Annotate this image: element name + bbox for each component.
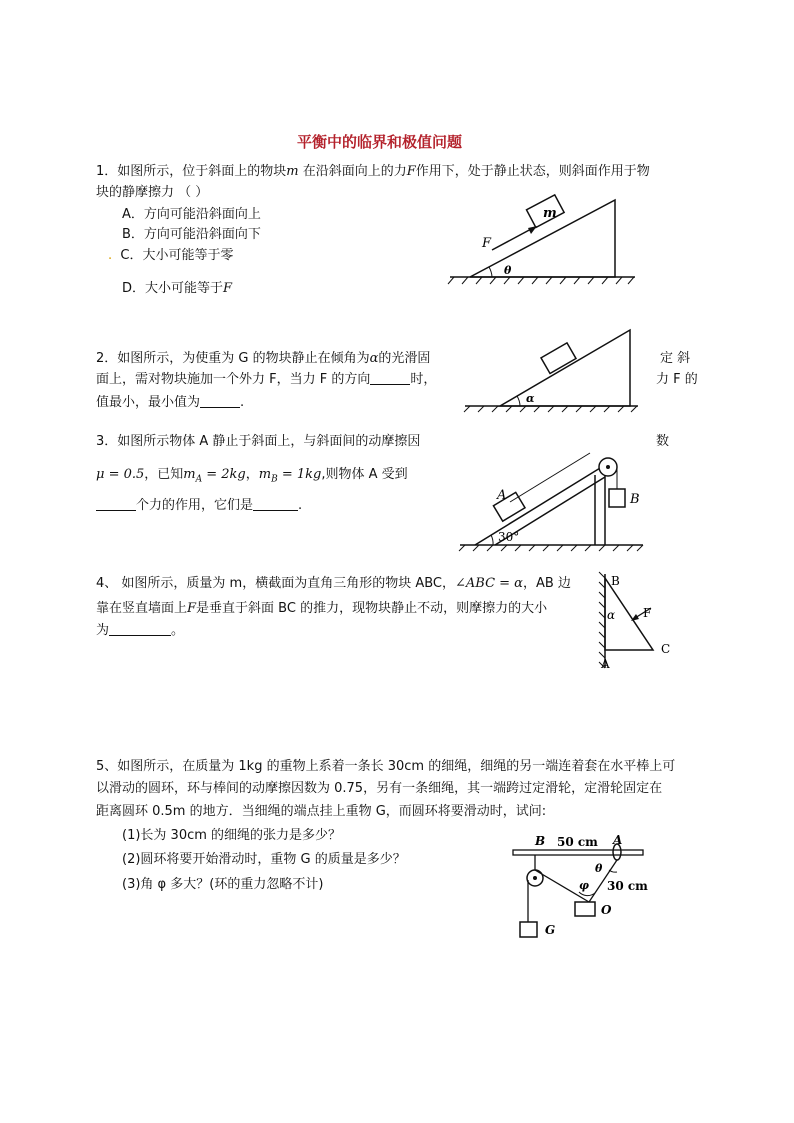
- q4-stem-line3: 为 。: [96, 623, 185, 638]
- q4-fig-B-label: B: [611, 574, 620, 588]
- q1-fig-F-label: F: [482, 236, 492, 251]
- q1-fig-theta-label: θ: [504, 264, 512, 277]
- q3-stem-line1: 3．如图所示物体 A 静止于斜面上，与斜面间的动摩擦因: [96, 434, 421, 449]
- q2-stem-line3: 值最小，最小值为 .: [96, 395, 245, 410]
- q3-fig-B-label: B: [630, 492, 640, 507]
- q4-stem-line1: 4、 如图所示，质量为 m，横截面为直角三角形的物块 ABC，∠ABC = α，AB 边: [96, 576, 571, 591]
- q5-fig-theta-label: θ: [595, 862, 603, 875]
- q5-fig-O-label: O: [601, 903, 612, 917]
- q5-fig-G-label: G: [545, 923, 556, 937]
- q1-option-d: D．大小可能等于F: [122, 281, 233, 296]
- q5-fig-A-label: A: [613, 833, 623, 847]
- q3-stem-line1-right: 数: [656, 434, 670, 449]
- q4-fig-alpha-label: α: [607, 608, 616, 622]
- q4-answer-blank: [109, 621, 171, 636]
- q5-subquestion-1: (1)长为 30cm 的细绳的张力是多少？: [122, 828, 342, 843]
- q1-incline-figure: [440, 190, 640, 290]
- q1-option-b: B．方向可能沿斜面向下: [122, 227, 261, 242]
- q5-stem-line2: 以滑动的圆环，环与棒间的动摩擦因数为 0.75，另有一条细绳，其一端跨过定滑轮，定滑轮固定在: [96, 781, 663, 796]
- q4-wall-triangle-figure: [585, 570, 685, 675]
- q4-stem-line2: 靠在竖直墙面上F是垂直于斜面 BC 的推力，现物块静止不动，则摩擦力的大小: [96, 601, 548, 616]
- q3-pulley-figure: [455, 445, 645, 555]
- q1-stem-line1: 1．如图所示，位于斜面上的物块m 在沿斜面向上的力F作用下，处于静止状态，则斜面作用于物: [96, 164, 650, 179]
- q4-fig-A-label: A: [601, 657, 610, 671]
- q5-ring-pulley-figure: [505, 830, 655, 945]
- q5-fig-phi-label: φ: [579, 879, 589, 892]
- q2-incline-figure: [460, 325, 640, 415]
- q2-answer-blank-2: [200, 393, 240, 408]
- q1-option-c: . C．大小可能等于零: [108, 248, 234, 263]
- q5-fig-distance-label: 50 cm: [557, 835, 598, 849]
- q2-stem-line1: 2．如图所示，为使重为 G 的物块静止在倾角为α的光滑固: [96, 351, 431, 366]
- q2-stem-line1-right: 定 斜: [660, 351, 691, 366]
- q2-fig-alpha-label: α: [526, 392, 535, 405]
- q5-subquestion-3: (3)角 φ 多大？(环的重力忽略不计): [122, 877, 324, 892]
- q5-fig-length-label: 30 cm: [607, 879, 648, 893]
- q5-subquestion-2: (2)圆环将要开始滑动时，重物 G 的质量是多少？: [122, 852, 406, 867]
- q3-answer-blank-2: [253, 496, 298, 511]
- page-title: 平衡中的临界和极值问题: [297, 133, 463, 151]
- q3-stem-line2: μ = 0.5，已知$m_A = 2kg$，$m_B = 1kg$,则物体 A 受到: [96, 467, 408, 485]
- q2-stem-line2-right: 力 F 的: [656, 372, 698, 387]
- q5-stem-line1: 5、如图所示，在质量为 1kg 的重物上系着一条长 30cm 的细绳，细绳的另一端连着套在水平棒上可: [96, 759, 676, 774]
- q3-fig-A-label: A: [497, 488, 507, 503]
- q3-stem-line3: 个力的作用，它们是 .: [96, 496, 302, 516]
- q3-answer-blank-1: [96, 496, 136, 511]
- q4-fig-C-label: C: [661, 642, 671, 656]
- q1-option-a: A．方向可能沿斜面向上: [122, 207, 261, 222]
- q1-stem-line2: 块的静摩擦力 （ ）: [96, 185, 209, 200]
- q2-answer-blank-1: [370, 370, 410, 385]
- q2-stem-line2: 面上，需对物块施加一个外力 F，当力 F 的方向 时，: [96, 372, 437, 387]
- q5-fig-B-label: B: [535, 834, 546, 848]
- q5-stem-line3: 距离圆环 0.5m 的地方．当细绳的端点挂上重物 G，而圆环将要滑动时，试问:: [96, 804, 547, 819]
- q3-fig-angle-label: 30°: [498, 530, 520, 544]
- q4-fig-F-label: F: [643, 606, 652, 620]
- q1-fig-m-label: m: [543, 206, 557, 221]
